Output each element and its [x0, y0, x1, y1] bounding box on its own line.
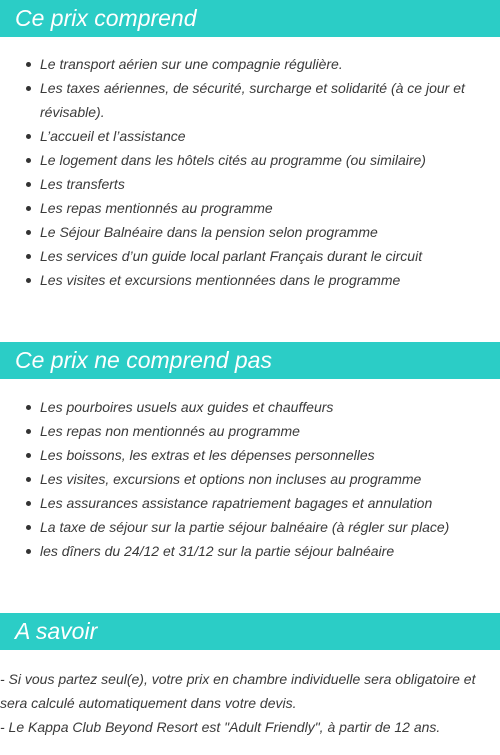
- included-section: [0, 0, 500, 292]
- info-section: [0, 613, 500, 739]
- excluded-item: Les pourboires usuels aux guides et chauffeurs: [26, 395, 500, 419]
- included-item: Les repas mentionnés au programme: [26, 196, 500, 220]
- excluded-item: Les boissons, les extras et les dépenses personnelles: [26, 443, 500, 467]
- excluded-item: Les repas non mentionnés au programme: [26, 419, 500, 443]
- info-heading: A savoir: [0, 613, 500, 650]
- included-list: [0, 52, 500, 292]
- included-item: Les services d’un guide local parlant Français durant le circuit: [26, 244, 500, 268]
- excluded-item: Les visites, excursions et options non incluses au programme: [26, 467, 500, 491]
- excluded-list: [0, 395, 500, 563]
- info-note: - Le Kappa Club Beyond Resort est "Adult Friendly", à partir de 12 ans.: [0, 719, 441, 735]
- included-item: Les transferts: [26, 172, 500, 196]
- included-item: Le logement dans les hôtels cités au programme (ou similaire): [26, 148, 500, 172]
- included-item: Le Séjour Balnéaire dans la pension selon programme: [26, 220, 500, 244]
- included-item: Les visites et excursions mentionnées dans le programme: [26, 268, 500, 292]
- included-heading: Ce prix comprend: [0, 0, 500, 37]
- excluded-section: [0, 342, 500, 563]
- excluded-item: les dîners du 24/12 et 31/12 sur la partie séjour balnéaire: [26, 539, 500, 563]
- excluded-heading: Ce prix ne comprend pas: [0, 342, 500, 379]
- included-item: Le transport aérien sur une compagnie régulière.: [26, 52, 500, 76]
- excluded-item: Les assurances assistance rapatriement bagages et annulation: [26, 491, 500, 515]
- included-item: L’accueil et l’assistance: [26, 124, 500, 148]
- info-note: - Si vous partez seul(e), votre prix en chambre individuelle sera obligatoire et sera calculé automatiquement dans votre devis.: [0, 671, 476, 711]
- included-item: Les taxes aériennes, de sécurité, surcharge et solidarité (à ce jour et révisable).: [26, 76, 500, 124]
- info-notes: [0, 667, 500, 739]
- excluded-item: La taxe de séjour sur la partie séjour balnéaire (à régler sur place): [26, 515, 500, 539]
